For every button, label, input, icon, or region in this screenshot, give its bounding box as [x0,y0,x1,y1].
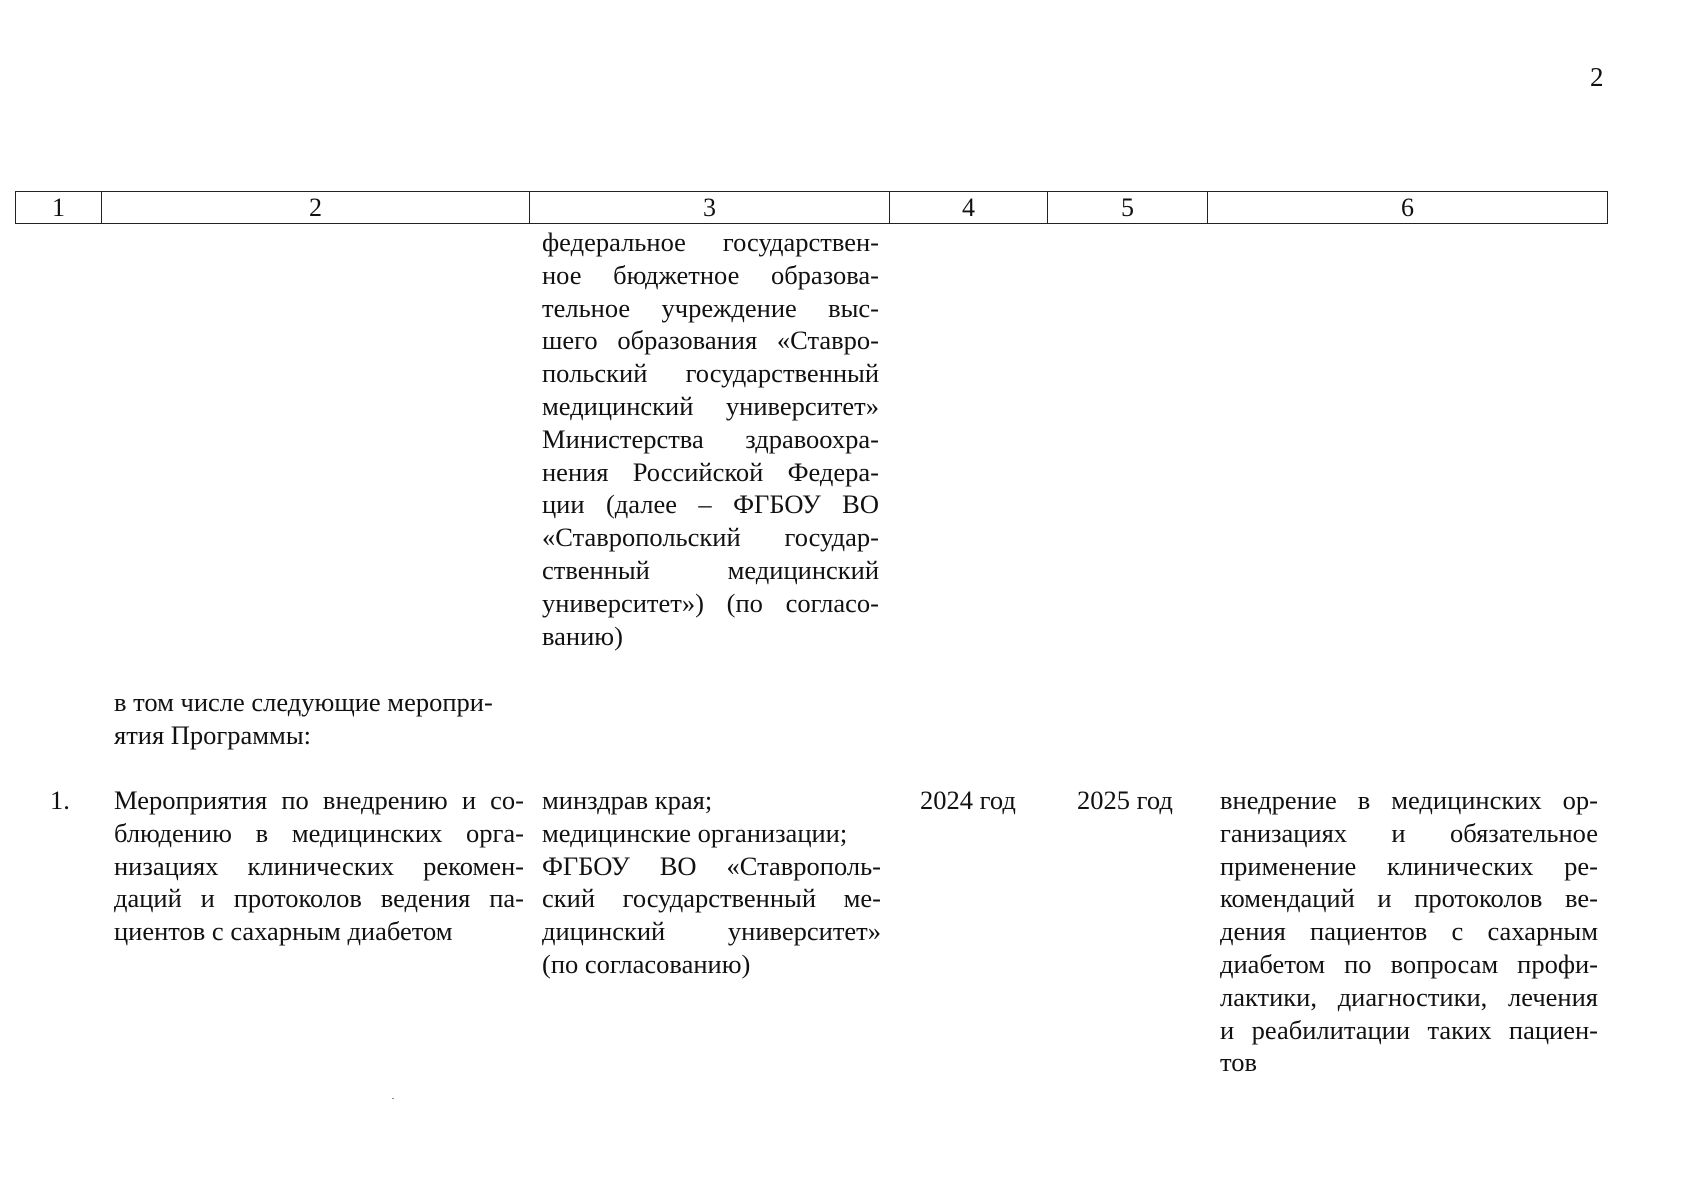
row-start-year: 2024 год [920,785,1016,815]
column-number-1: 1 [16,192,102,224]
column-number-4: 4 [890,192,1048,224]
section-intro: в том числе следующие меропри- ятия Программы: [114,687,493,750]
row-activity: Мероприятия по внедрению и со- блюдению в медицинских орга- низациях клинических рекомен- даций и протоколов ведения па- циентов с сахарным диабетом [114,785,524,947]
column-number-2: 2 [102,192,530,224]
page-number: 2 [1590,62,1604,92]
column-number-6: 6 [1208,192,1608,224]
row-result: внедрение в медицинских ор- ганизациях и обязательное применение клинических ре- комендаций и протоколов ве- дения пациентов с сахарным диабетом по вопросам профи- лактики, диагностики, лечения и реабилитации таких пациен- тов [1220,785,1598,1078]
row-executors: минздрав края; медицинские организации; ФГБОУ ВО «Ставрополь- ский государственный ме- дицинский университет» (по согласованию) [542,785,881,979]
row-number: 1. [50,785,70,815]
column-number-3: 3 [530,192,890,224]
table-column-header [15,191,1608,224]
continuation-executor-text: федеральное государствен- ное бюджетное образова- тельное учреждение выс- шего образования «Ставро- польский государственный медицинский университет» Министерства здравоохра- нения Российской Федера- ции (далее – ФГБОУ ВО «Ставропольский государ- ственный медицинский университет») (по согласо- ванию) [542,227,879,651]
row-end-year: 2025 год [1077,785,1173,815]
column-number-5: 5 [1048,192,1208,224]
scan-speck [392,1098,394,1099]
